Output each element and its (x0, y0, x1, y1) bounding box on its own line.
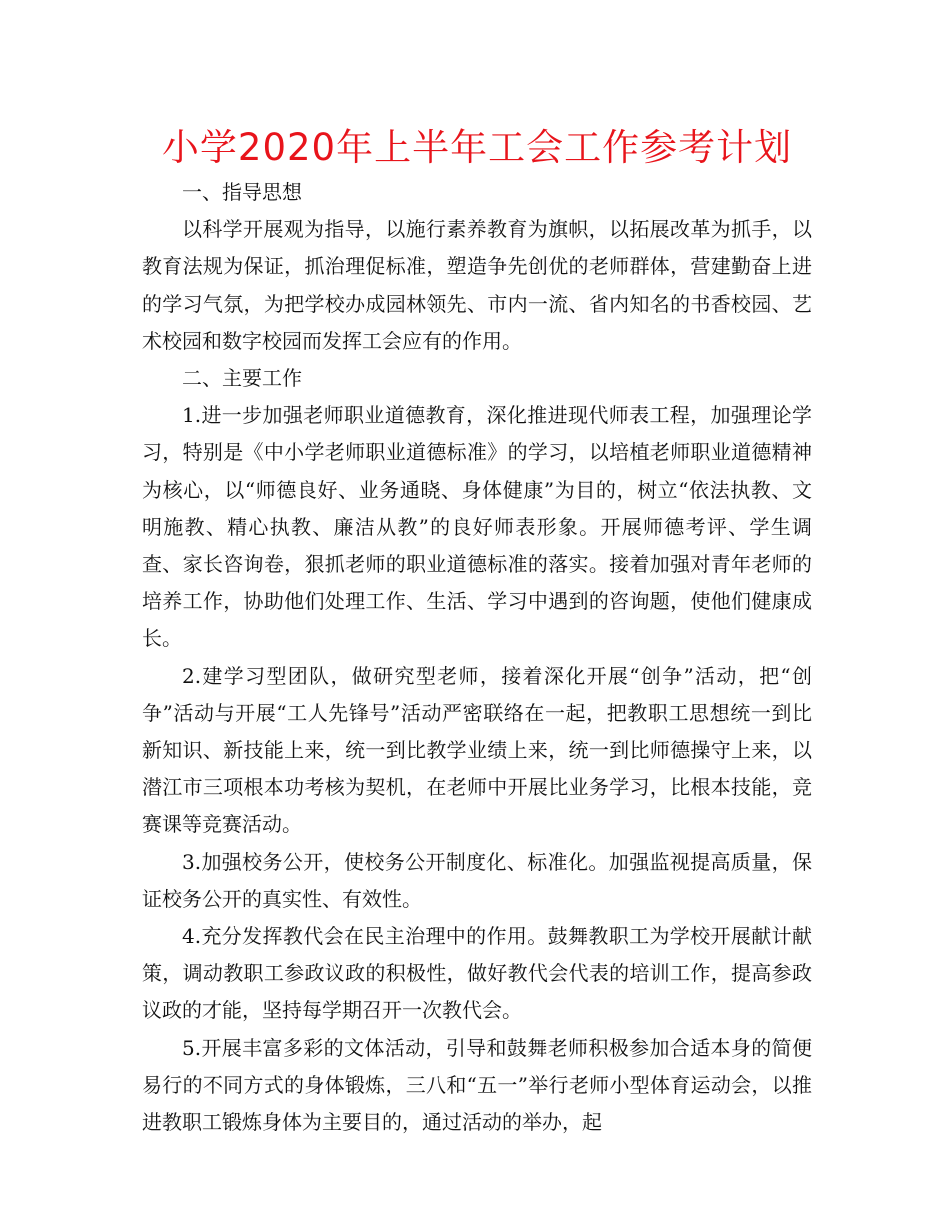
paragraph: 1.进一步加强老师职业道德教育，深化推进现代师表工程，加强理论学习，特别是《中小学老师职业道德标准》的学习，以培植老师职业道德精神为核心，以“师德良好、业务通晓、身体健康”为目的，树立“依法执教、文明施教、精心执教、廉洁从教”的良好师表形象。开展师德考评、学生调查、家长咨询卷，狠抓老师的职业道德标准的落实。接着加强对青年老师的培养工作，协助他们处理工作、生活、学习中遇到的咨询题，使他们健康成长。 (142, 403, 812, 651)
document-title: 小学2020年上半年工会工作参考计划 (161, 126, 793, 169)
paragraph: 4.充分发挥教代会在民主治理中的作用。鼓舞教职工为学校开展献计献策，调动教职工参政议政的积极性，做好教代会代表的培训工作，提高参政议政的才能，坚持每学期召开一次教代会。 (142, 924, 812, 1023)
section-heading: 一、指导思想 (182, 180, 302, 204)
section-heading: 二、主要工作 (182, 366, 302, 391)
paragraph: 5.开展丰富多彩的文体活动，引导和鼓舞老师积极参加合适本身的简便易行的不同方式的身体锻炼，三八和“五一”举行老师小型体育运动会，以推进教职工锻炼身体为主要目的，通过活动的举办，起 (142, 1035, 812, 1135)
document-body (142, 174, 812, 1141)
paragraph: 2.建学习型团队，做研究型老师，接着深化开展“创争”活动，把“创争”活动与开展“工人先锋号”活动严密联络在一起，把教职工思想统一到比新知识、新技能上来，统一到比教学业绩上来，统一到比师德操守上来，以潜江市三项根本功考核为契机，在老师中开展比业务学习，比根本技能，竞赛课等竞赛活动。 (142, 663, 812, 837)
paragraph: 以科学开展观为指导，以施行素养教育为旗帜，以拓展改革为抓手，以教育法规为保证，抓治理促标准，塑造争先创优的老师群体，营建勤奋上进的学习气氛，为把学校办成园林领先、市内一流、省内知名的书香校园、艺术校园和数字校园而发挥工会应有的作用。 (142, 217, 812, 353)
paragraph: 3.加强校务公开，使校务公开制度化、标准化。加强监视提高质量，保证校务公开的真实性、有效性。 (142, 849, 812, 911)
